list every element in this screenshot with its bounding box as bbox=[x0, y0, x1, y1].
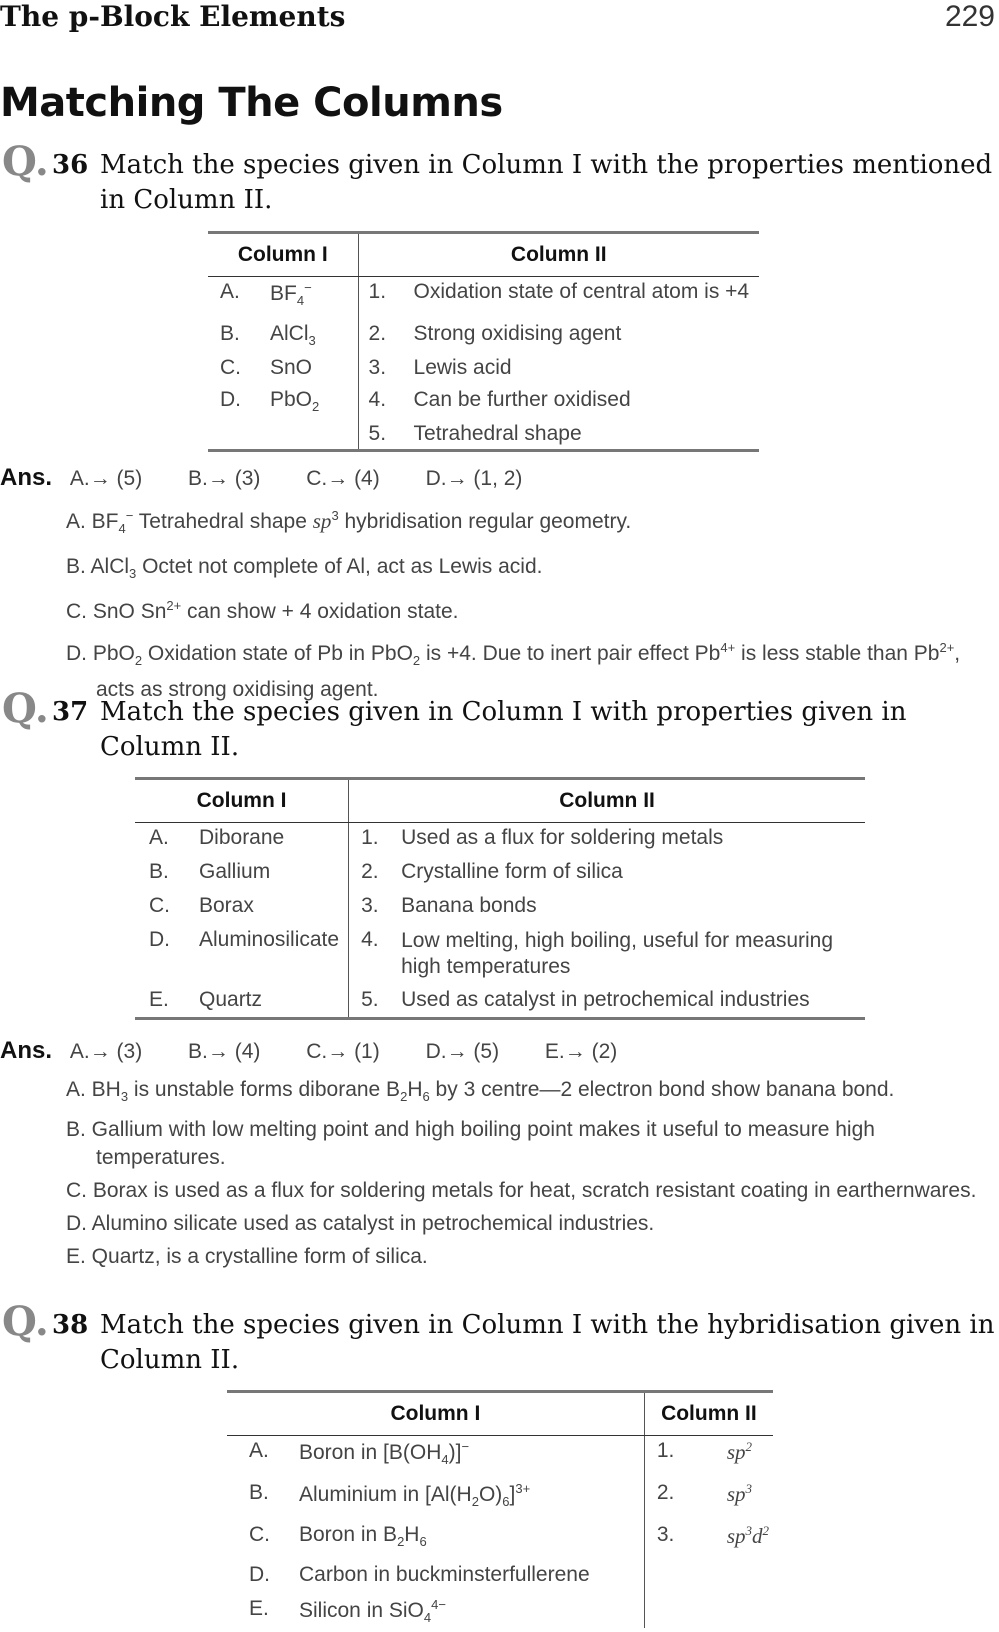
question-38 bbox=[0, 1298, 999, 1378]
match-table-36 bbox=[208, 231, 759, 452]
species-cell: Gallium bbox=[199, 859, 271, 883]
row-label: B. bbox=[220, 321, 240, 345]
running-head-title: The p-Block Elements bbox=[0, 0, 346, 33]
question-text: Match the species given in Column I with the properties mentioned in Column II. bbox=[100, 150, 993, 215]
property-cell: Banana bonds bbox=[401, 893, 537, 917]
explanation-b: B. AlCl$_3$ Octet not complete of Al, act as Lewis acid. bbox=[66, 555, 543, 582]
row-label: C. bbox=[149, 893, 170, 917]
column-1-header: Column I bbox=[227, 1392, 644, 1436]
row-number: 2. bbox=[349, 857, 402, 891]
q-mark-icon: Q. bbox=[2, 1298, 49, 1345]
row-label: E. bbox=[149, 987, 169, 1011]
species-cell: Boron in $[B(OH_4)]^-$ bbox=[299, 1439, 470, 1468]
answer-label: Ans. bbox=[0, 1037, 53, 1064]
question-text: Match the species given in Column I with properties given in Column II. bbox=[100, 697, 907, 762]
explanations-37 bbox=[66, 1076, 996, 1271]
row-label: B. bbox=[249, 1480, 269, 1504]
species-cell: AlCl$_3$ bbox=[270, 321, 316, 348]
explanation-d: D. Alumino silicate used as catalyst in petrochemical industries. bbox=[66, 1212, 655, 1236]
q-mark-icon: Q. bbox=[2, 138, 49, 185]
species-cell: Silicon in SiO$_4^{4-}$ bbox=[299, 1596, 446, 1625]
column-2-header: Column II bbox=[644, 1392, 773, 1436]
property-cell: Strong oxidising agent bbox=[413, 321, 622, 345]
question-number: 37 bbox=[52, 697, 89, 727]
question-37 bbox=[0, 685, 999, 765]
row-number: 3. bbox=[644, 1520, 727, 1560]
answer-item: E.→ (2) bbox=[544, 1040, 618, 1063]
species-cell: Diborane bbox=[199, 826, 285, 849]
row-number: 1. bbox=[358, 277, 414, 319]
explanation-a: A. $BH_3$ is unstable forms diborane $B_2H_6$ by 3 centre—2 electron bond show banana bond. bbox=[66, 1078, 895, 1105]
row-label: C. bbox=[220, 355, 241, 379]
explanations-36 bbox=[66, 502, 996, 704]
hybridisation-cell: $sp^2$ bbox=[726, 1439, 752, 1464]
property-cell: Used as a flux for soldering metals bbox=[401, 826, 724, 849]
answer-item: A.→ (3) bbox=[69, 1040, 143, 1063]
row-label: E. bbox=[249, 1596, 269, 1620]
question-number: 36 bbox=[52, 150, 89, 180]
explanation-a: A. $BF_4^-$ Tetrahedral shape $sp^3$ hybridisation regular geometry. bbox=[66, 508, 632, 537]
row-label: C. bbox=[249, 1522, 270, 1546]
match-table-38 bbox=[227, 1390, 773, 1628]
row-number: 5. bbox=[358, 419, 414, 451]
species-cell: Aluminosilicate bbox=[199, 927, 340, 951]
answer-item: B.→ (3) bbox=[188, 467, 261, 490]
row-label: D. bbox=[220, 387, 241, 411]
page-number: 229 bbox=[944, 0, 995, 33]
row-label: D. bbox=[149, 927, 170, 951]
explanation-e: E. Quartz, is a crystalline form of silica. bbox=[66, 1245, 428, 1269]
species-cell: Quartz bbox=[199, 987, 263, 1011]
property-cell: Crystalline form of silica bbox=[401, 859, 623, 883]
answer-item: C.→ (1) bbox=[306, 1040, 380, 1063]
column-2-header: Column II bbox=[349, 779, 865, 823]
row-label: B. bbox=[149, 859, 169, 883]
hybridisation-cell: $sp^3$ bbox=[726, 1480, 752, 1506]
explanation-c: C. Borax is used as a flux for soldering metals for heat, scratch resistant coating in earthernwares. bbox=[66, 1179, 977, 1203]
answer-line-36 bbox=[0, 464, 562, 492]
answer-line-37 bbox=[0, 1037, 657, 1065]
answer-label: Ans. bbox=[0, 464, 53, 491]
section-title: Matching The Columns bbox=[0, 80, 503, 126]
column-1-header: Column I bbox=[208, 233, 358, 277]
column-2-header: Column II bbox=[358, 233, 759, 277]
answer-item: D.→ (1, 2) bbox=[425, 467, 523, 490]
row-number: 5. bbox=[349, 985, 402, 1019]
property-cell: Oxidation state of central atom is +4 bbox=[413, 280, 750, 303]
explanation-d: D. PbO$_2$ Oxidation state of Pb in PbO$_2$ is +4. Due to inert pair effect $Pb^{4+}$ is less stable than $Pb^{2+}$, acts as strong oxidising agent. bbox=[66, 640, 961, 701]
hybridisation-cell: $sp^3d^2$ bbox=[726, 1522, 769, 1548]
species-cell: $BF_4^-$ bbox=[270, 280, 312, 309]
property-cell: Lewis acid bbox=[413, 355, 512, 379]
question-text: Match the species given in Column I with the hybridisation given in Column II. bbox=[100, 1310, 995, 1375]
column-1-header: Column I bbox=[135, 779, 349, 823]
species-cell: SnO bbox=[270, 355, 313, 379]
question-number: 38 bbox=[52, 1310, 89, 1340]
explanation-b: B. Gallium with low melting point and high boiling point makes it useful to measure high temperatures. bbox=[66, 1118, 875, 1170]
answer-item: A.→ (5) bbox=[69, 467, 143, 490]
q-mark-icon: Q. bbox=[2, 685, 49, 732]
row-label: A. bbox=[249, 1439, 269, 1462]
match-table-37 bbox=[135, 777, 865, 1020]
row-label: D. bbox=[249, 1562, 270, 1586]
row-number: 4. bbox=[349, 925, 402, 985]
species-cell: Boron in $B_2H_6$ bbox=[299, 1522, 427, 1549]
row-number: 2. bbox=[358, 319, 414, 353]
species-cell: PbO$_2$ bbox=[270, 387, 320, 414]
row-number: 3. bbox=[349, 891, 402, 925]
species-cell: Borax bbox=[199, 893, 254, 917]
question-36 bbox=[0, 138, 999, 218]
property-cell: Low melting, high boiling, useful for measuring high temperatures bbox=[401, 928, 834, 978]
row-number: 2. bbox=[644, 1478, 727, 1520]
property-cell: Can be further oxidised bbox=[413, 387, 631, 411]
row-number: 4. bbox=[358, 385, 414, 419]
species-cell: Aluminium in $[Al(H_2O)_6]^{3+}$ bbox=[299, 1480, 531, 1509]
answer-item: B.→ (4) bbox=[188, 1040, 261, 1063]
row-number: 3. bbox=[358, 353, 414, 385]
row-number: 1. bbox=[349, 823, 402, 857]
property-cell: Used as catalyst in petrochemical industries bbox=[401, 987, 810, 1011]
answer-item: D.→ (5) bbox=[425, 1040, 500, 1063]
row-label: A. bbox=[149, 826, 169, 849]
row-label: A. bbox=[220, 280, 240, 303]
explanation-c: C. SnO $Sn^{2+}$ can show + 4 oxidation state. bbox=[66, 598, 459, 624]
answer-item: C.→ (4) bbox=[306, 467, 380, 490]
property-cell: Tetrahedral shape bbox=[413, 421, 582, 445]
row-number: 1. bbox=[644, 1436, 727, 1478]
species-cell: Carbon in buckminsterfullerene bbox=[299, 1562, 590, 1586]
